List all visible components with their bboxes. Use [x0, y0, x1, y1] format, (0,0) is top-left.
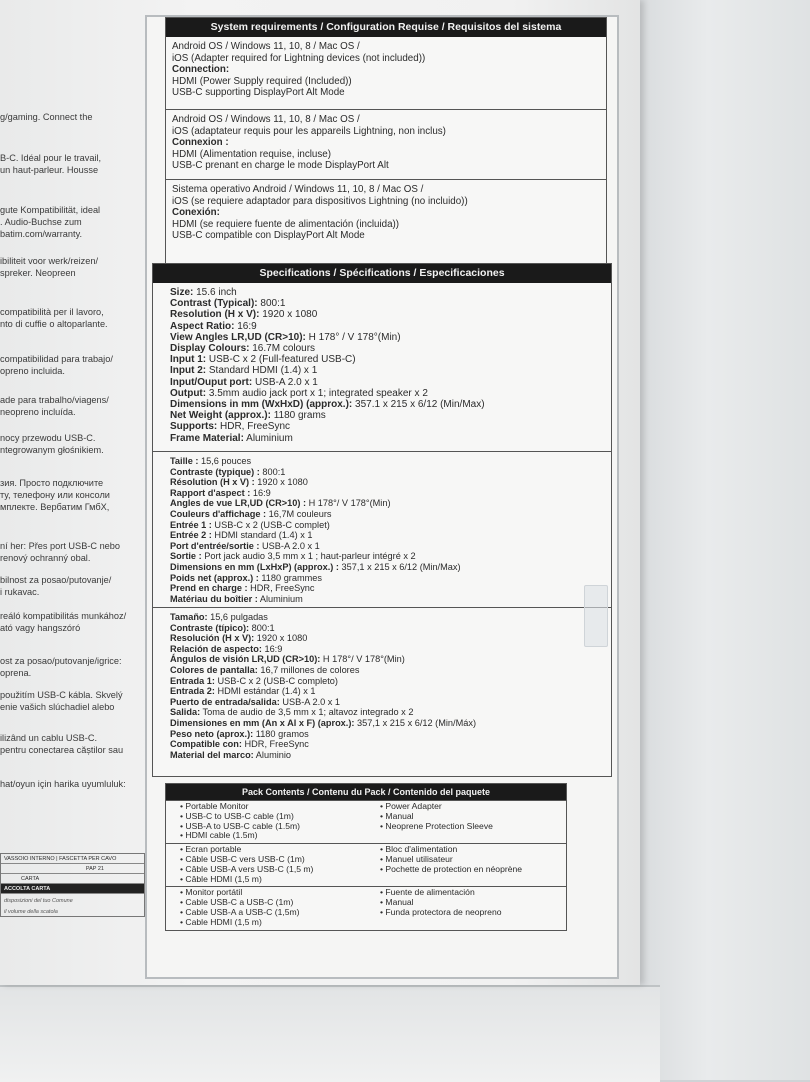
left-text-fragment: un haut-parleur. Housse: [0, 165, 99, 175]
spec-value: 15,6 pulgadas: [207, 612, 268, 622]
spec-line: [170, 718, 605, 729]
pack-item: • Fuente de alimentación: [380, 888, 566, 898]
recycling-note: disposizioni del tuo Comune: [4, 898, 73, 904]
spec-value: 357,1 x 215 x 6/12 (Min/Máx): [354, 717, 477, 728]
pack-item: • Power Adapter: [380, 802, 566, 812]
specifications-section: [152, 263, 612, 777]
left-text-fragment: мплекте. Вербатим ГмбХ,: [0, 502, 110, 512]
pack-column: [166, 844, 366, 886]
left-text-fragment: ost za posao/putovanje/igrice:: [0, 656, 122, 666]
section-title: Pack Contents / Contenu du Pack / Contenido del paquete: [166, 784, 566, 800]
spec-key: Entrada 2:: [170, 686, 215, 697]
spec-line: [170, 332, 605, 343]
spec-key: Entrée 1 :: [170, 519, 212, 530]
spec-key: Angles de vue LR,UD (CR>10) :: [170, 498, 307, 509]
spec-value: 16:9: [250, 487, 271, 498]
spec-line: [170, 488, 605, 499]
spec-value: 15.6 inch: [193, 287, 237, 298]
pack-item: • Cable USB-A a USB-C (1,5m): [180, 908, 366, 918]
requirement-line: Conexión:: [172, 207, 220, 219]
spec-value: Aluminio: [253, 749, 292, 760]
spec-key: Input 1:: [170, 354, 207, 366]
spec-line: [170, 573, 605, 584]
requirement-line: HDMI (Power Supply required (Included)): [172, 75, 352, 87]
pack-row: [166, 843, 566, 886]
spec-line: [170, 541, 605, 552]
pack-column: [366, 887, 566, 929]
spec-value: H 178° / V 178°(Min): [305, 331, 401, 343]
spec-line: [170, 623, 605, 634]
specs-block: [153, 283, 611, 451]
spec-key: Ángulos de visión LR,UD (CR>10):: [170, 654, 321, 665]
spec-panel: [145, 15, 619, 979]
pack-item: • Portable Monitor: [180, 802, 366, 812]
recycling-note: il volume della scatola: [4, 909, 58, 915]
spec-line: [170, 509, 605, 520]
pack-item: • Funda protectora de neopreno: [380, 908, 566, 918]
spec-key: Net Weight (approx.):: [170, 410, 271, 422]
left-text-fragment: зия. Просто подключите: [0, 478, 104, 488]
spec-key: Salida:: [170, 707, 201, 718]
spec-value: 16:9: [234, 320, 257, 332]
spec-key: Resolución (H x V):: [170, 633, 255, 644]
requirement-line: iOS (Adapter required for Lightning devices (not included)): [172, 52, 426, 64]
spec-value: 800:1: [257, 298, 286, 310]
spec-key: Supports:: [170, 421, 218, 433]
pack-item: • Câble USB-A vers USB-C (1,5 m): [180, 865, 366, 875]
spec-key: Port d'entrée/sortie :: [170, 540, 260, 551]
spec-key: Contraste (typique) :: [170, 466, 260, 477]
spec-line: [170, 498, 605, 509]
spec-line: [170, 477, 605, 488]
specs-block: [153, 451, 611, 607]
left-text-fragment: renový ochranný obal.: [0, 553, 91, 563]
left-text-fragment: oprena.: [0, 668, 32, 678]
spec-value: 1180 grams: [270, 410, 326, 422]
pack-item: • Bloc d'alimentation: [380, 845, 566, 855]
spec-value: 357,1 x 215 x 6/12 (Min/Max): [338, 561, 461, 572]
pack-item: • USB-A to USB-C cable (1.5m): [180, 822, 366, 832]
spec-key: Tamaño:: [170, 612, 208, 622]
pack-column: [166, 801, 366, 843]
spec-value: 3.5mm audio jack port x 1; integrated speaker x 2: [206, 387, 428, 399]
pack-item: • Neoprene Protection Sleeve: [380, 822, 566, 832]
spec-value: 1920 x 1080: [254, 477, 308, 488]
spec-line: [170, 583, 605, 594]
requirement-line: USB-C prenant en charge le mode DisplayPort Alt: [172, 160, 389, 172]
requirement-line: Android OS / Windows 11, 10, 8 / Mac OS /: [172, 41, 360, 52]
spec-line: [170, 739, 605, 750]
spec-key: Matériau du boîtier :: [170, 593, 258, 604]
spec-value: 16.7M colours: [249, 343, 316, 355]
left-text-column: [0, 0, 150, 985]
spec-line: [170, 421, 605, 432]
spec-value: 800:1: [249, 622, 275, 633]
specs-block: [153, 607, 611, 772]
spec-value: 16,7 millones de colores: [257, 664, 360, 675]
recycling-row: VASSOIO INTERNO | FASCETTA PER CAVO: [1, 854, 144, 864]
spec-key: View Angles LR,UD (CR>10):: [170, 331, 306, 343]
spec-line: [170, 287, 605, 298]
pack-item: • Ecran portable: [180, 845, 366, 855]
spec-key: Dimensiones en mm (An x Al x F) (aprox.):: [170, 717, 355, 728]
requirement-line: HDMI (se requiere fuente de alimentación (incluida)): [172, 218, 400, 230]
left-text-fragment: . Audio-Buchse zum: [0, 217, 82, 227]
spec-key: Output:: [170, 387, 207, 399]
spec-key: Compatible con:: [170, 739, 242, 750]
spec-line: [170, 686, 605, 697]
spec-line: [170, 298, 605, 309]
spec-value: USB-C x 2 (USB-C completo): [214, 675, 338, 686]
left-text-fragment: compatibilidad para trabajo/: [0, 354, 113, 364]
requirement-line: USB-C supporting DisplayPort Alt Mode: [172, 87, 345, 99]
spec-key: Size:: [170, 287, 194, 298]
left-text-fragment: ту, телефону или консоли: [0, 490, 110, 500]
left-text-fragment: reáló kompatibilitás munkához/: [0, 611, 127, 621]
spec-value: USB-A 2.0 x 1: [279, 696, 341, 707]
spec-line: [170, 456, 605, 467]
spec-key: Display Colours:: [170, 343, 250, 355]
spec-key: Frame Material:: [170, 432, 244, 444]
spec-key: Puerto de entrada/salida:: [170, 696, 280, 707]
spec-value: 1180 grammes: [258, 572, 322, 583]
spec-key: Poids net (approx.) :: [170, 572, 259, 583]
recycling-row: CARTA: [1, 874, 144, 884]
requirement-line: Connection:: [172, 64, 230, 76]
pack-column: [366, 844, 566, 886]
spec-line: [170, 343, 605, 354]
spec-line: [170, 377, 605, 388]
pack-item: • HDMI cable (1.5m): [180, 831, 366, 841]
left-text-fragment: bilnost za posao/putovanje/: [0, 575, 112, 585]
spec-line: [170, 433, 605, 444]
spec-value: 1920 x 1080: [254, 633, 308, 644]
left-text-fragment: neopreno incluída.: [0, 407, 76, 417]
spec-line: [170, 551, 605, 562]
spec-value: Toma de audio de 3,5 mm x 1; altavoz integrado x 2: [200, 707, 414, 718]
left-text-fragment: ntegrowanym głośnikiem.: [0, 445, 104, 455]
pack-item: • Câble HDMI (1,5 m): [180, 875, 366, 885]
left-text-fragment: i rukavac.: [0, 587, 40, 597]
spec-line: [170, 399, 605, 410]
spec-value: HDR, FreeSync: [241, 739, 309, 750]
spec-line: [170, 467, 605, 478]
spec-value: HDMI standard (1.4) x 1: [211, 530, 313, 541]
spec-value: Port jack audio 3,5 mm x 1 ; haut-parleur intégré x 2: [201, 551, 416, 562]
spec-key: Prend en charge :: [170, 583, 248, 594]
spec-key: Couleurs d'affichage :: [170, 508, 267, 519]
spec-line: [170, 612, 605, 623]
left-text-fragment: compatibilità per il lavoro,: [0, 307, 104, 317]
spec-key: Entrada 1:: [170, 675, 215, 686]
spec-key: Input/Ouput port:: [170, 376, 253, 388]
pack-item: • Monitor portátil: [180, 888, 366, 898]
spec-line: [170, 354, 605, 365]
spec-value: 16,7M couleurs: [266, 508, 332, 519]
requirement-line: Connexion :: [172, 137, 229, 149]
spec-line: [170, 676, 605, 687]
spec-key: Resolution (H x V):: [170, 309, 260, 321]
spec-key: Contraste (típico):: [170, 622, 250, 633]
pack-item: • Cable USB-C a USB-C (1m): [180, 898, 366, 908]
spec-value: 16:9: [261, 643, 283, 654]
spec-value: USB-A 2.0 x 1: [259, 540, 320, 551]
spec-line: [170, 707, 605, 718]
left-text-fragment: nocy przewodu USB-C.: [0, 433, 96, 443]
spec-line: [170, 520, 605, 531]
spec-value: USB-C x 2 (USB-C complet): [211, 519, 330, 530]
pack-contents-section: [165, 783, 567, 931]
spec-line: [170, 309, 605, 320]
left-text-fragment: použitím USB-C kábla. Skvelý: [0, 690, 123, 700]
left-text-fragment: gute Kompatibilität, ideal: [0, 205, 101, 215]
clear-sticker: [584, 585, 608, 647]
left-text-fragment: nto di cuffie o altoparlante.: [0, 319, 108, 329]
spec-line: [170, 321, 605, 332]
spec-key: Résolution (H x V) :: [170, 477, 255, 488]
requirement-line: iOS (adaptateur requis pour les appareils Lightning, non inclus): [172, 125, 446, 137]
spec-value: 1180 gramos: [253, 728, 309, 739]
spec-line: [170, 750, 605, 761]
spec-value: H 178°/ V 178°(Min): [320, 654, 405, 665]
recycling-row: PAP 21: [1, 864, 144, 874]
spec-key: Aspect Ratio:: [170, 320, 235, 332]
spec-value: 357.1 x 215 x 6/12 (Min/Max): [352, 399, 485, 411]
spec-value: 800:1: [259, 466, 286, 477]
left-text-fragment: ibiliteit voor werk/reizen/: [0, 256, 99, 266]
requirement-line: iOS (se requiere adaptador para dispositivos Lightning (no incluido)): [172, 195, 468, 207]
spec-key: Rapport d'aspect :: [170, 487, 251, 498]
left-text-fragment: opreno incluida.: [0, 366, 65, 376]
spec-value: Aluminium: [257, 593, 303, 604]
pack-item: • Manual: [380, 898, 566, 908]
spec-key: Input 2:: [170, 365, 207, 377]
spec-key: Peso neto (aprox.):: [170, 728, 254, 739]
spec-line: [170, 594, 605, 605]
section-title: Specifications / Spécifications / Especificaciones: [153, 264, 611, 283]
requirements-block: [166, 37, 606, 109]
system-requirements-section: [165, 17, 607, 269]
pack-item: • USB-C to USB-C cable (1m): [180, 812, 366, 822]
spec-key: Colores de pantalla:: [170, 664, 258, 675]
spec-value: 15,6 pouces: [198, 456, 252, 466]
spec-key: Dimensions en mm (LxHxP) (approx.) :: [170, 561, 339, 572]
spec-key: Relación de aspecto:: [170, 643, 262, 654]
spec-line: [170, 388, 605, 399]
spec-key: Taille :: [170, 456, 199, 466]
spec-key: Contrast (Typical):: [170, 298, 258, 310]
spec-line: [170, 654, 605, 665]
spec-line: [170, 562, 605, 573]
spec-key: Entrée 2 :: [170, 530, 212, 541]
spec-line: [170, 644, 605, 655]
spec-value: USB-C x 2 (Full-featured USB-C): [206, 354, 356, 366]
spec-value: H 178°/ V 178°(Min): [306, 498, 391, 509]
recycling-table: [0, 853, 145, 917]
left-text-fragment: ade para trabalho/viagens/: [0, 395, 109, 405]
spec-value: USB-A 2.0 x 1: [252, 376, 318, 388]
spec-value: HDR, FreeSync: [217, 421, 291, 433]
pack-column: [166, 887, 366, 929]
pack-item: • Câble USB-C vers USB-C (1m): [180, 855, 366, 865]
left-text-fragment: hat/oyun için harika uyumluluk:: [0, 779, 126, 789]
left-text-fragment: pentru conectarea căștilor sau: [0, 745, 124, 755]
spec-line: [170, 665, 605, 676]
requirements-block: [166, 179, 606, 247]
requirement-line: USB-C compatible con DisplayPort Alt Mode: [172, 230, 365, 242]
left-text-fragment: g/gaming. Connect the: [0, 112, 93, 122]
pack-row: [166, 886, 566, 929]
requirement-line: HDMI (Alimentation requise, incluse): [172, 148, 331, 160]
spec-line: [170, 729, 605, 740]
left-text-fragment: spreker. Neopreen: [0, 268, 76, 278]
pack-item: • Manuel utilisateur: [380, 855, 566, 865]
pack-row: [166, 800, 566, 843]
spec-key: Dimensions in mm (WxHxD) (approx.):: [170, 399, 353, 411]
background-wall: [640, 0, 810, 1080]
left-text-fragment: ilizând un cablu USB-C.: [0, 733, 98, 743]
left-text-fragment: batim.com/warranty.: [0, 229, 83, 239]
requirement-line: Android OS / Windows 11, 10, 8 / Mac OS /: [172, 114, 360, 125]
requirements-block: [166, 109, 606, 179]
recycling-row: ACCOLTA CARTA: [1, 884, 144, 894]
pack-column: [366, 801, 566, 843]
spec-key: Sortie :: [170, 551, 202, 562]
spec-key: Material del marco:: [170, 749, 254, 760]
pack-item: • Manual: [380, 812, 566, 822]
spec-value: HDR, FreeSync: [247, 583, 315, 594]
requirement-line: Sistema operativo Android / Windows 11, 10, 8 / Mac OS /: [172, 184, 424, 195]
spec-value: 1920 x 1080: [259, 309, 318, 321]
spec-line: [170, 530, 605, 541]
spec-value: Standard HDMI (1.4) x 1: [206, 365, 318, 377]
spec-value: Aluminium: [243, 432, 293, 444]
left-text-fragment: B-C. Idéal pour le travail,: [0, 153, 102, 163]
left-text-fragment: ní her: Přes port USB-C nebo: [0, 541, 121, 551]
shelf-surface: [0, 985, 660, 1082]
spec-line: [170, 633, 605, 644]
left-text-fragment: enie vašich slúchadiel alebo: [0, 702, 115, 712]
spec-line: [170, 410, 605, 421]
section-title: System requirements / Configuration Requise / Requisitos del sistema: [166, 18, 606, 37]
left-text-fragment: ató vagy hangszóró: [0, 623, 81, 633]
spec-value: HDMI estándar (1.4) x 1: [214, 686, 316, 697]
spec-line: [170, 365, 605, 376]
pack-item: • Pochette de protection en néoprène: [380, 865, 566, 875]
spec-line: [170, 697, 605, 708]
pack-item: • Cable HDMI (1,5 m): [180, 918, 366, 928]
